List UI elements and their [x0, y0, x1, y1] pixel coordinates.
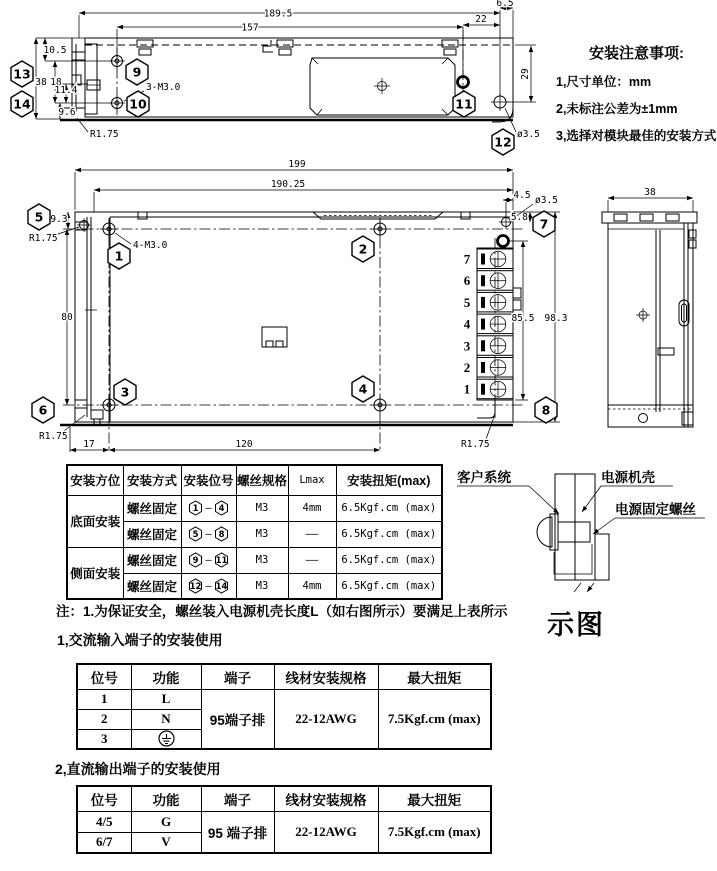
pin-function: N	[131, 709, 201, 729]
wire-spec: 22-12AWG	[274, 811, 378, 853]
mount-method: 螺丝固定	[123, 573, 181, 599]
marker-9: 9	[132, 64, 142, 80]
install-notes	[556, 42, 717, 153]
svg-text:12: 12	[189, 580, 202, 591]
lmax-value: 4mm	[288, 573, 336, 599]
side-view-dimensions	[608, 187, 693, 212]
side-view-drawing	[596, 187, 716, 440]
marker-10: 10	[129, 96, 147, 112]
thread-callout: 3-M3.0	[146, 82, 181, 93]
marker-12: 12	[494, 134, 512, 150]
col-header-lmax: Lmax	[288, 465, 336, 495]
dim-10-5: 10.5	[43, 45, 67, 56]
range-dash: —	[205, 502, 212, 514]
dim-5-8: 5.8	[510, 212, 528, 223]
install-notes-title: 安装注意事项:	[589, 45, 684, 62]
hex-marker-icon	[214, 526, 229, 542]
terminal-4	[464, 314, 513, 334]
terminal-5	[464, 292, 513, 312]
dim-r1-75-br: R1.75	[461, 439, 490, 450]
dim-9-3: 9.3	[50, 214, 68, 225]
pin-function: L	[131, 689, 201, 709]
svg-text:5: 5	[192, 529, 199, 540]
svg-text:11: 11	[215, 555, 228, 566]
torque-value: 6.5Kgf.cm (max)	[336, 547, 442, 573]
mounting-plates	[555, 474, 609, 580]
safety-note: 注：1.为保证安全，螺丝装入电源机壳长度L（如右图所示）要满足上表所示	[56, 604, 508, 619]
col-header: 位号	[77, 786, 131, 811]
dim-199: 199	[288, 159, 306, 170]
pin-function-ground	[131, 729, 201, 749]
marker-2: 2	[358, 241, 368, 257]
pin-number: 3	[77, 729, 131, 749]
hole-callout: ø3.5	[535, 195, 558, 206]
mount-method: 螺丝固定	[123, 521, 181, 547]
install-note-2: 2,未标注公差为±1mm	[556, 102, 678, 116]
terminal-type: 95 端子排	[201, 811, 274, 853]
dim-38-depth: 38	[644, 187, 656, 198]
dim-98-3: 98.3	[544, 313, 568, 324]
position-range	[181, 521, 236, 547]
ac-input-section-title: 1,交流输入端子的安装使用	[57, 632, 223, 648]
terminal-6	[464, 271, 513, 291]
plan-view-terminal-block	[464, 248, 521, 400]
pin-function: G	[131, 811, 201, 832]
terminal-number: 4	[463, 316, 471, 332]
lmax-value: 4mm	[288, 495, 336, 521]
marker-7: 7	[539, 216, 549, 232]
hex-marker-icon	[214, 500, 229, 516]
dim-18: 18	[50, 77, 62, 88]
pin-number: 2	[77, 709, 131, 729]
dim-38: 38	[35, 77, 47, 88]
position-range	[181, 495, 236, 521]
hex-marker-icon	[188, 526, 203, 542]
dim-11-4: 11.4	[54, 85, 78, 96]
col-header: 位号	[77, 664, 131, 689]
range-dash: —	[205, 579, 212, 592]
terminal-1	[464, 379, 513, 399]
terminal-number: 1	[463, 381, 471, 397]
terminal-number: 7	[463, 251, 471, 267]
position-range	[181, 573, 236, 599]
table-row	[67, 521, 442, 547]
range-dash: —	[205, 528, 212, 540]
lmax-value: ——	[288, 547, 336, 573]
col-header: 最大扭矩	[378, 786, 491, 811]
lmax-value: ——	[288, 521, 336, 547]
side-view-body	[602, 212, 697, 427]
mount-position: 底面安装	[67, 495, 123, 547]
hex-marker-icon	[188, 552, 203, 568]
top-view-clips	[137, 40, 458, 55]
svg-text:1: 1	[192, 503, 199, 514]
col-header: 线材安装规格	[274, 786, 378, 811]
max-torque: 7.5Kgf.cm (max)	[378, 689, 491, 749]
terminal-2	[464, 358, 513, 378]
dc-output-table	[76, 785, 492, 854]
marker-11: 11	[455, 96, 473, 112]
plan-view-centerlines	[63, 218, 525, 452]
dim-4-5: 4.5	[513, 190, 531, 201]
table-row	[67, 547, 442, 573]
terminal-number: 5	[463, 294, 471, 310]
col-header: 安装方位	[67, 465, 123, 495]
screw-spec: M3	[236, 495, 288, 521]
dim-9-6: 9.6	[58, 107, 76, 118]
table-row	[77, 811, 491, 832]
install-note-1: 1,尺寸单位：mm	[556, 75, 652, 89]
position-range	[181, 547, 236, 573]
dim-17: 17	[83, 439, 95, 450]
col-header: 安装位号	[181, 465, 236, 495]
dim-22: 22	[475, 14, 487, 25]
svg-text:4: 4	[218, 503, 225, 514]
screw-spec: M3	[236, 547, 288, 573]
earth-ground-icon	[158, 730, 175, 747]
marker-8: 8	[541, 402, 551, 418]
dim-190-25: 190.25	[270, 179, 306, 190]
terminal-3	[464, 336, 513, 356]
torque-value: 6.5Kgf.cm (max)	[336, 573, 442, 599]
hex-marker-icon	[188, 578, 203, 594]
mount-position: 侧面安装	[67, 547, 123, 599]
screw-spec: M3	[236, 521, 288, 547]
plan-view-drawing	[25, 160, 605, 470]
marker-13: 13	[13, 66, 31, 82]
col-header: 安装扭矩(max)	[336, 465, 442, 495]
terminal-number: 3	[463, 338, 471, 354]
plan-view-position-markers	[28, 204, 557, 423]
top-view-label-plate	[310, 58, 455, 115]
dim-189-5: 189.5	[263, 8, 293, 20]
pin-number: 1	[77, 689, 131, 709]
dim-29: 29	[520, 68, 531, 80]
top-side-view-drawing	[0, 0, 550, 162]
col-header: 端子	[201, 786, 274, 811]
hole-callout: ø3.5	[517, 129, 540, 140]
install-table	[66, 464, 443, 600]
illustration-caption: 示图	[547, 610, 605, 640]
dim-80: 80	[61, 312, 73, 323]
ac-input-table	[76, 663, 492, 750]
marker-14: 14	[13, 96, 31, 112]
svg-text:8: 8	[218, 529, 225, 540]
marker-4: 4	[358, 381, 368, 397]
marker-1: 1	[114, 248, 124, 264]
dim-r1-75-tl: R1.75	[29, 233, 58, 244]
dim-157: 157	[241, 22, 259, 34]
illustration-labels	[457, 469, 705, 534]
pin-number: 4/5	[77, 811, 131, 832]
plan-view-left-bracket	[75, 217, 103, 425]
top-view-position-markers	[11, 59, 514, 155]
dim-85-5: 85.5	[511, 313, 535, 324]
hex-marker-icon	[214, 552, 229, 568]
screw-spec: M3	[236, 573, 288, 599]
svg-text:14: 14	[215, 580, 228, 591]
dc-output-section-title: 2,直流输出端子的安装使用	[55, 761, 221, 777]
terminal-number: 2	[463, 360, 471, 375]
col-header: 端子	[201, 664, 274, 689]
col-header: 安装方式	[123, 465, 181, 495]
hex-marker-icon	[214, 578, 229, 594]
range-dash: —	[205, 554, 212, 566]
install-note-3: 3,选择对模块最佳的安装方式	[556, 129, 717, 143]
label-power-case: 电源机壳	[601, 470, 655, 485]
table-row	[67, 495, 442, 521]
screw-mounting-illustration	[443, 462, 717, 614]
label-fixing-screw: 电源固定螺丝	[615, 502, 696, 517]
top-view-screw-holes	[109, 30, 509, 115]
marker-5: 5	[34, 209, 44, 225]
mount-method: 螺丝固定	[123, 495, 181, 521]
pin-number: 6/7	[77, 832, 131, 853]
max-torque: 7.5Kgf.cm (max)	[378, 811, 491, 853]
marker-3: 3	[120, 384, 130, 400]
terminal-type: 95端子排	[201, 689, 274, 749]
thread-callout: 4-M3.0	[133, 240, 168, 251]
col-header: 螺丝规格	[236, 465, 288, 495]
hex-marker-icon	[188, 500, 203, 516]
dim-r1-75-bl: R1.75	[39, 431, 68, 442]
col-header: 功能	[131, 786, 201, 811]
dim-6-5: 6.5	[496, 0, 514, 9]
col-header: 线材安装规格	[274, 664, 378, 689]
table-row	[77, 689, 491, 709]
torque-value: 6.5Kgf.cm (max)	[336, 495, 442, 521]
torque-value: 6.5Kgf.cm (max)	[336, 521, 442, 547]
svg-text:9: 9	[192, 555, 199, 566]
mount-method: 螺丝固定	[123, 547, 181, 573]
dim-r1-75: R1.75	[90, 129, 119, 140]
wire-spec: 22-12AWG	[274, 689, 378, 749]
pin-function: V	[131, 832, 201, 853]
table-row	[67, 573, 442, 599]
col-header: 最大扭矩	[378, 664, 491, 689]
marker-6: 6	[38, 402, 48, 418]
terminal-7	[464, 249, 513, 269]
dim-120: 120	[235, 439, 253, 450]
col-header: 功能	[131, 664, 201, 689]
label-customer-system: 客户系统	[457, 470, 511, 485]
terminal-number: 6	[463, 273, 471, 289]
